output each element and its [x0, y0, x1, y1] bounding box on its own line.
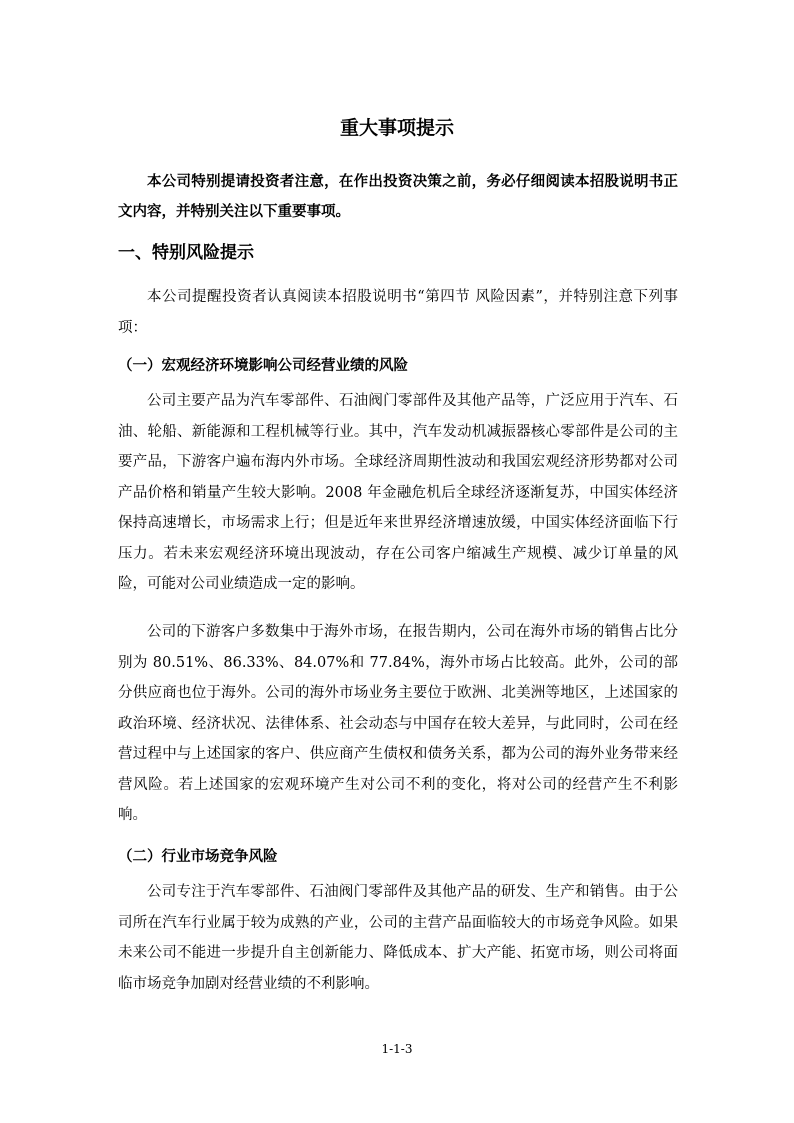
- page-title: 重大事项提示: [339, 117, 454, 139]
- risk-heading-macro: （一）宏观经济环境影响公司经营业绩的风险: [118, 358, 408, 374]
- macro-risk-paragraph-1: 公司主要产品为汽车零部件、石油阀门零部件及其他产品等，广泛应用于汽车、石油、轮船、新能源和工程机械等行业。其中，汽车发动机减振器核心零部件是公司的主要产品，下游客户遍布海内外市场。全球经济周期性波动和我国宏观经济形势都对公司产品价格和销量产生较大影响。2008 年金融危机后全球经济逐渐复苏，中国实体经济保持高速增长，市场需求上行；但是近年来世界经济增速放缓，中国实体经济面临下行压力。若未来宏观经济环境出现波动，存在公司客户缩减生产规模、减少订单量的风险，可能对公司业绩造成一定的影响。: [118, 393, 678, 592]
- competition-risk-paragraph: 公司专注于汽车零部件、石油阀门零部件及其他产品的研发、生产和销售。由于公司所在汽车行业属于较为成熟的产业，公司的主营产品面临较大的市场竞争风险。如果未来公司不能进一步提升自主创新能力、降低成本、扩大产能、拓宽市场，则公司将面临市场竞争加剧对经营业绩的不利影响。: [118, 884, 678, 992]
- section-intro-paragraph: 本公司提醒投资者认真阅读本招股说明书“第四节 风险因素”，并特别注意下列事项：: [118, 289, 678, 336]
- risk-heading-competition: （二）行业市场竞争风险: [118, 849, 278, 865]
- investor-notice: 本公司特别提请投资者注意，在作出投资决策之前，务必仔细阅读本招股说明书正文内容，并特别关注以下重要事项。: [118, 174, 678, 220]
- macro-risk-paragraph-2: 公司的下游客户多数集中于海外市场，在报告期内，公司在海外市场的销售占比分别为 80.51%、86.33%、84.07%和 77.84%，海外市场占比较高。此外，公司的部分供应商也位于海外。公司的海外市场业务主要位于欧洲、北美洲等地区，上述国家的政治环境、经济状况、法律体系、社会动态与中国存在较大差异，与此同时，公司在经营过程中与上述国家的客户、供应商产生债权和债务关系，都为公司的海外业务带来经营风险。若上述国家的宏观环境产生对公司不利的变化，将对公司的经营产生不利影响。: [118, 624, 678, 823]
- page-number: 1-1-3: [381, 1042, 413, 1056]
- section-heading-special-risk: 一、特别风险提示: [118, 243, 254, 263]
